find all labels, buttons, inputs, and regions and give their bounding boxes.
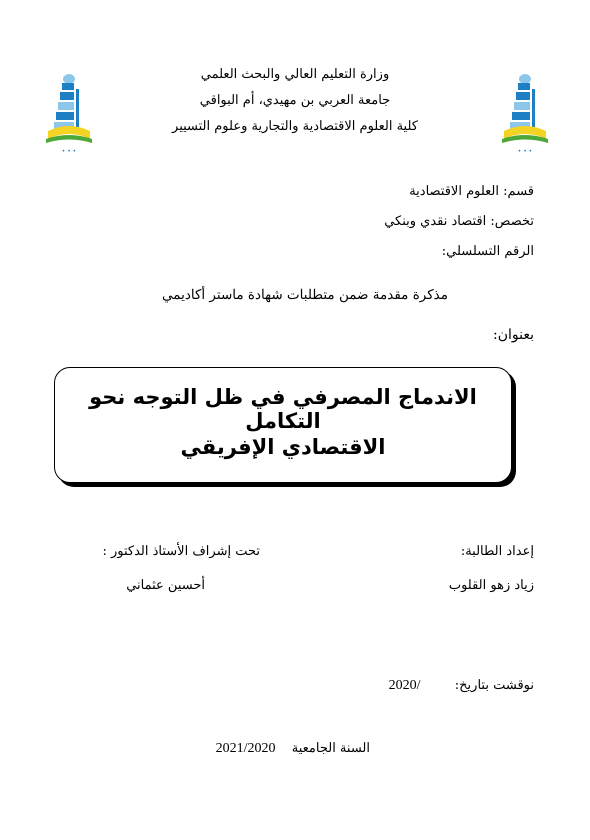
ministry-name: وزارة التعليم العالي والبحث العلمي <box>200 67 390 82</box>
department-label: قسم: <box>503 184 534 199</box>
department-value: العلوم الاقتصادية <box>409 184 500 199</box>
university-name: جامعة العربي بن مهيدي، أم البواقي <box>199 93 391 108</box>
department-line <box>409 184 534 199</box>
serial-label: الرقم التسلسلي: <box>441 244 534 259</box>
academic-year-value: 2021/2020 <box>215 741 276 756</box>
supervisor-name: أحسين عثماني <box>126 578 205 593</box>
defense-label: نوقشت بتاريخ: <box>454 678 534 693</box>
student-label: إعداد الطالبة: <box>460 544 534 559</box>
faculty-name: كلية العلوم الاقتصادية والتجارية وعلوم التسيير <box>172 119 418 134</box>
memo-description: مذكرة مقدمة ضمن متطلبات شهادة ماستر أكاديمي <box>162 287 448 303</box>
thesis-title-line1: الاندماج المصرفي في ظل التوجه نحو التكامل <box>89 385 477 433</box>
institution-header <box>140 62 450 140</box>
academic-year-line <box>216 741 370 757</box>
title-label: بعنوان: <box>493 327 534 343</box>
student-name: زياد زهو القلوب <box>448 578 534 593</box>
svg-text:• • •: • • • <box>61 148 77 155</box>
university-logo-left <box>42 65 96 157</box>
thesis-title-box <box>54 367 512 483</box>
svg-text:• • •: • • • <box>517 148 533 155</box>
supervisor-label: تحت إشراف الأستاذ الدكتور : <box>102 544 260 559</box>
specialty-line <box>384 214 534 229</box>
university-logo-right <box>498 65 552 157</box>
specialty-label: تخصص: <box>490 214 534 229</box>
specialty-value: اقتصاد نقدي وبنكي <box>384 214 487 229</box>
thesis-title-line2: الاقتصادي الإفريقي <box>180 435 386 459</box>
serial-line <box>442 244 534 259</box>
defense-date: /2020 <box>388 678 421 693</box>
defense-date-line <box>389 678 534 694</box>
academic-year-label: السنة الجامعية <box>291 741 370 756</box>
